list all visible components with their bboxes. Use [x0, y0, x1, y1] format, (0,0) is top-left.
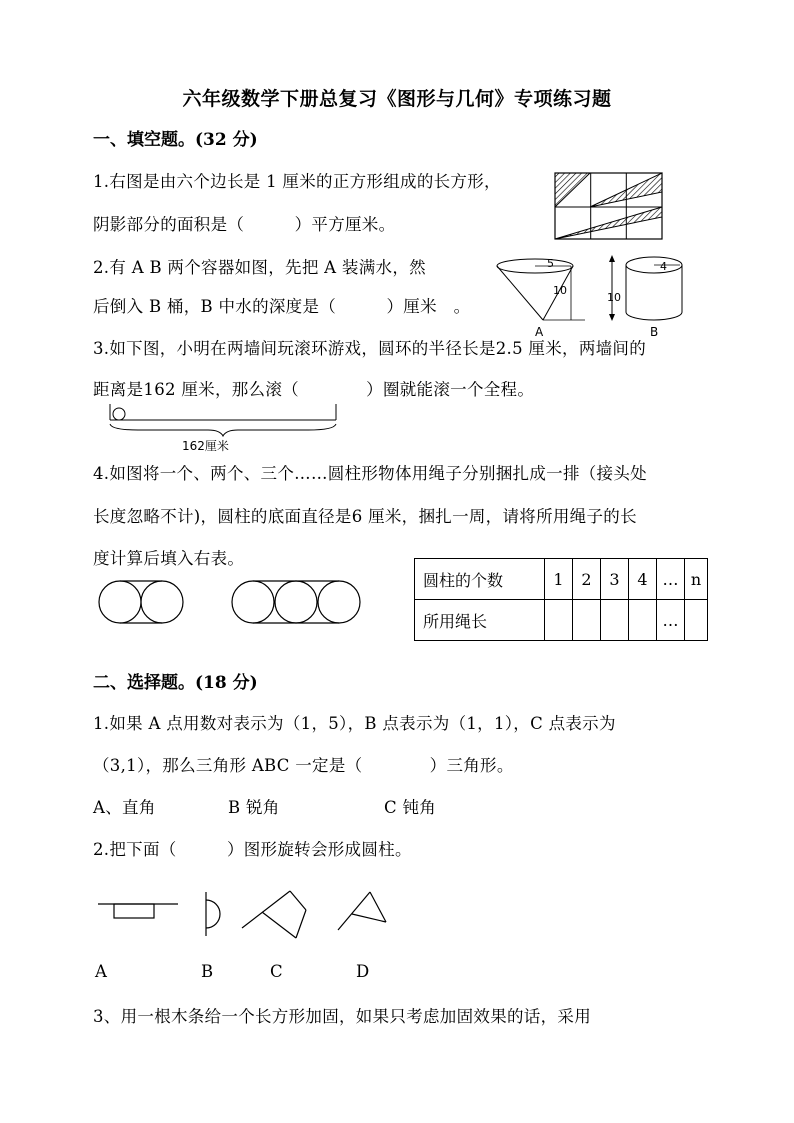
answer-cell[interactable]	[601, 600, 629, 641]
q4-line3: 度计算后填入右表。	[93, 549, 245, 568]
shape-c-figure	[240, 888, 310, 943]
table-cell: 4	[629, 559, 657, 600]
shape-label-c: C	[270, 962, 283, 981]
q4-two-cylinders-figure	[98, 578, 188, 628]
table-header-count: 圆柱的个数	[415, 559, 545, 600]
table-cell: 2	[573, 559, 601, 600]
answer-cell[interactable]	[573, 600, 601, 641]
option-a: A、直角	[93, 798, 156, 817]
q2-cylinder-figure	[600, 250, 690, 342]
section-heading-choice: 二、选择题。(18 分)	[93, 673, 258, 693]
answer-cell[interactable]	[545, 600, 573, 641]
q2-line1: 2.有 A B 两个容器如图，先把 A 装满水，然	[93, 258, 426, 277]
shape-label-a: A	[95, 962, 108, 981]
cone-name-label: A	[535, 325, 544, 339]
shape-b-figure	[200, 890, 240, 940]
option-c: C 钝角	[384, 798, 437, 817]
answer-cell[interactable]	[685, 600, 708, 641]
cone-height-label: 10	[553, 284, 567, 297]
table-cell: n	[685, 559, 708, 600]
table-cell: 1	[545, 559, 573, 600]
shape-label-d: D	[356, 962, 370, 981]
table-cell: 3	[601, 559, 629, 600]
cylinder-radius-label: 4	[660, 260, 667, 273]
table-row	[415, 600, 708, 641]
cylinder-name-label: B	[650, 325, 659, 339]
q4-line2: 长度忽略不计)，圆柱的底面直径是6 厘米，捆扎一周，请将所用绳子的长	[93, 507, 637, 526]
q3-ring-figure	[108, 404, 343, 456]
table-row	[415, 559, 708, 600]
s2-q1-line1: 1.如果 A 点用数对表示为（1，5），B 点表示为（1，1），C 点表示为	[93, 714, 616, 733]
q2-cone-figure	[495, 252, 595, 342]
q3-line2: 距离是162 厘米，那么滚（ ）圈就能滚一个全程。	[93, 380, 535, 399]
cylinder-height-label: 10	[607, 291, 621, 304]
q1-grid-figure	[554, 172, 664, 242]
s2-q3-line1: 3、用一根木条给一个长方形加固，如果只考虑加固效果的话，采用	[93, 1007, 591, 1026]
s2-q1-line2: （3,1），那么三角形 ABC 一定是（ ）三角形。	[93, 756, 514, 775]
option-b: B 锐角	[228, 798, 280, 817]
answer-cell[interactable]	[629, 600, 657, 641]
shape-label-b: B	[201, 962, 214, 981]
table-cell: …	[657, 559, 685, 600]
s2-q2-line1: 2.把下面（ ）图形旋转会形成圆柱。	[93, 840, 412, 859]
q4-three-cylinders-figure	[230, 578, 365, 628]
q3-distance-label: 162厘米	[182, 439, 229, 453]
q1-line1: 1.右图是由六个边长是 1 厘米的正方形组成的长方形，	[93, 172, 501, 191]
q1-line2: 阴影部分的面积是（ ）平方厘米。	[93, 215, 396, 234]
shape-a-figure	[98, 898, 180, 924]
page-title: 六年级数学下册总复习《图形与几何》专项练习题	[182, 88, 612, 110]
section-heading-fill-blank: 一、填空题。(32 分)	[93, 130, 258, 150]
table-header-rope: 所用绳长	[415, 600, 545, 641]
q4-line1: 4.如图将一个、两个、三个……圆柱形物体用绳子分别捆扎成一排（接头处	[93, 464, 647, 483]
shape-d-figure	[336, 888, 392, 938]
q2-line2: 后倒入 B 桶，B 中水的深度是（ ）厘米 。	[93, 297, 471, 316]
table-cell: …	[657, 600, 685, 641]
cone-radius-label: 5	[547, 257, 554, 270]
q3-line1: 3.如下图，小明在两墙间玩滚环游戏，圆环的半径长是2.5 厘米，两墙间的	[93, 339, 647, 358]
rope-length-table	[414, 558, 708, 641]
